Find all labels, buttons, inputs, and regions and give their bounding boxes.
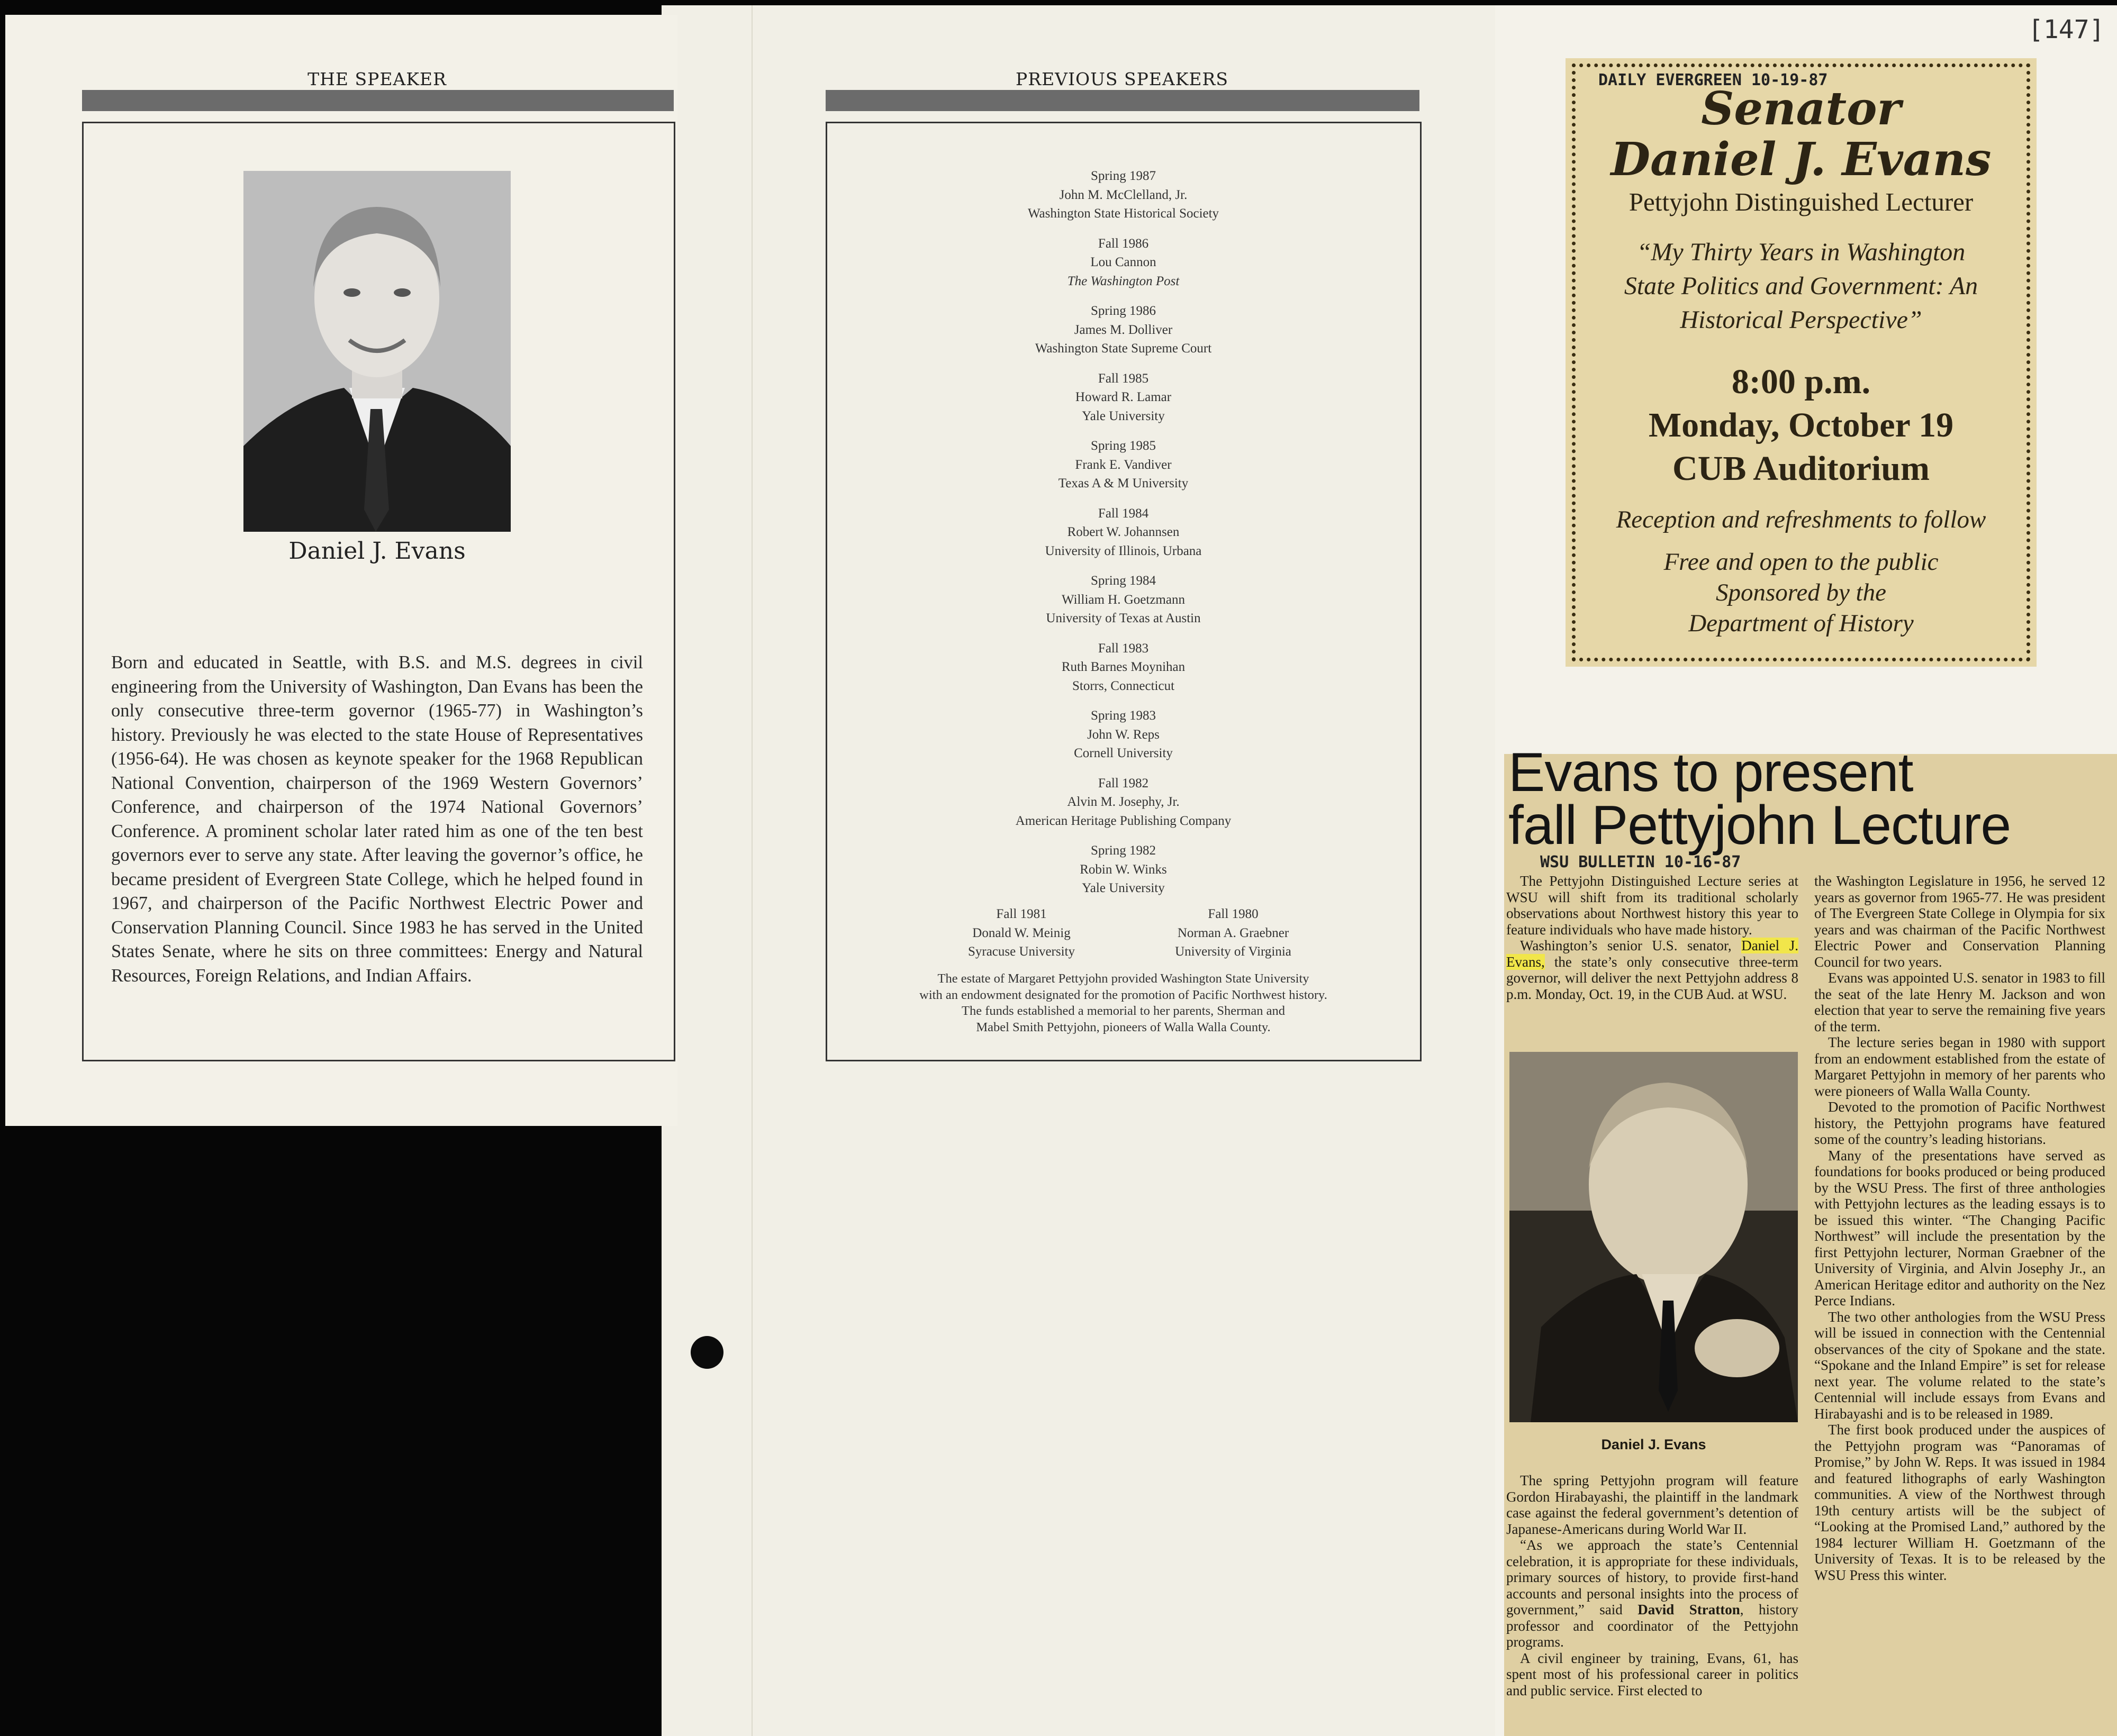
punch-hole	[691, 1336, 723, 1369]
ad-reception: Reception and refreshments to follow	[1616, 506, 1986, 533]
ad-subtitle: Pettyjohn Distinguished Lecturer	[1629, 187, 1974, 216]
news-paragraph: Many of the presentations have served as foundations for books produced or being produced by the WSU Press. The first of three anthologies with Pettyjohn lectures as the leading essays is to be issued this winter. “The Changing Pacific Northwest” will include the presentation by the first Pettyjohn lecturer, Norman Graebner of the University of Virginia, and Alvin Josephy Jr., an American Heritage editor and authority on the Nez Perce Indians.	[1814, 1147, 2105, 1308]
speaker-entry: Fall 1980 Norman A. Graebner University of Virginia	[1175, 907, 1291, 959]
ad-title-name: Daniel J. Evans	[1611, 133, 1992, 186]
ad-sponsor-1: Sponsored by the	[1716, 579, 1886, 606]
news-paragraph: the Washington Legislature in 1956, he served 12 years as governor from 1965-77. He was president of The Evergreen State College in Olympia for six years and was chairman of the Pacific Northwest Electric Power and Conservation Planning Council for two years.	[1814, 873, 2105, 970]
news-paragraph: The first book produced under the auspices of the Pettyjohn program was “Panoramas of Promise,” by John W. Reps. It was issued in 1984 and featured lithographs of early Washington communities. A view of the Northwest through 19th century artists will be the subject of “Looking at the Promised Land,” authored by the 1984 lecturer William H. Goetzmann of the University of Texas. It is to be released by the WSU Press this winter.	[1814, 1422, 2105, 1583]
news-photo	[1509, 1052, 1798, 1422]
ad-quote-line-3: Historical Perspective”	[1680, 306, 1922, 334]
news-headline-line-2: fall Pettyjohn Lecture	[1508, 795, 2011, 856]
news-paragraph: Devoted to the promotion of Pacific Northwest history, the Pettyjohn programs have featured some of the country’s leading historians.	[1814, 1099, 2105, 1147]
speaker-entry: Spring 1983 John W. Reps Cornell University	[1074, 708, 1173, 760]
news-handwritten-source: WSU BULLETIN 10-16-87	[1540, 853, 1741, 871]
news-paragraph: Washington’s senior U.S. senator, Daniel J. Evans, the state’s only consecutive three-term governor, will deliver the next Pettyjohn address 8 p.m. Monday, Oct. 19, in the CUB Aud. at WSU.	[1506, 938, 1798, 1002]
ad-handwritten-source: DAILY EVERGREEN 10-19-87	[1598, 71, 1828, 89]
news-column-right	[1814, 873, 2105, 1733]
speaker-name: Daniel J. Evans	[288, 538, 466, 565]
news-paragraph: The two other anthologies from the WSU Press will be issued in connection with the Centennial observances of the city of Spokane and the state. “Spokane and the Inland Empire” is set for release next year. The volume related to the state’s Centennial will include essays from Evans and Hirabayashi and is to be released in 1989.	[1814, 1308, 2105, 1422]
speaker-entry: Spring 1984 William H. Goetzmann University of Texas at Austin	[1046, 574, 1201, 625]
news-paragraph: The Pettyjohn Distinguished Lecture series at WSU will shift from its traditional scholarly observations about Northwest history this year to feature individuals who have made history.	[1506, 873, 1798, 938]
speaker-entry: Spring 1987 John M. McClelland, Jr. Washington State Historical Society	[1027, 169, 1219, 221]
previous-speakers-header-bar	[826, 90, 1419, 111]
news-paragraph: “As we approach the state’s Centennial celebration, it is appropriate for these individuals, primary sources of history, to provide first-hand accounts and personal insights into the process of government,” said David Stratton, history professor and coordinator of the Pettyjohn programs.	[1506, 1537, 1798, 1650]
news-photo-illustration	[1509, 1052, 1798, 1422]
speaker-section-title: THE SPEAKER	[307, 69, 447, 89]
previous-speakers-list	[828, 167, 1418, 909]
speaker-entry: Fall 1982 Alvin M. Josephy, Jr. American Heritage Publishing Company	[1015, 776, 1232, 828]
news-paragraph: The lecture series began in 1980 with support from an endowment established from the estate of Margaret Pettyjohn in memory of her parents who were pioneers of Walla Walla County.	[1814, 1034, 2105, 1099]
ad-quote-line-1: “My Thirty Years in Washington	[1636, 238, 1966, 266]
estate-note: The estate of Margaret Pettyjohn provided Washington State University with an endowment designated for the promotion of Pacific Northwest history. The funds established a memorial to her parents, Sherman and Mabel Smith Pettyjohn, pioneers of Walla Walla County.	[919, 971, 1327, 1034]
speaker-entry: Fall 1985 Howard R. Lamar Yale University	[1075, 371, 1172, 423]
news-column-left-top	[1506, 873, 1798, 1002]
speaker-entry: Fall 1983 Ruth Barnes Moynihan Storrs, Connecticut	[1061, 641, 1186, 693]
portrait-illustration	[243, 171, 511, 532]
speaker-header-bar	[82, 90, 674, 111]
speaker-entry: Spring 1985 Frank E. Vandiver Texas A & M University	[1058, 439, 1189, 490]
speaker-entry: Fall 1984 Robert W. Johannsen University of Illinois, Urbana	[1045, 506, 1202, 558]
ad-quote-line-2: State Politics and Government: An	[1624, 272, 1978, 300]
news-headline-line-1: Evans to present	[1508, 742, 1913, 803]
speaker-entry: Fall 1986 Lou Cannon The Washington Post	[1067, 236, 1180, 288]
speaker-entry: Spring 1982 Robin W. Winks Yale University	[1080, 843, 1167, 895]
speaker-entry: Spring 1986 James M. Dolliver Washington State Supreme Court	[1035, 304, 1212, 356]
page-number-mark: [147]	[2028, 15, 2105, 44]
news-column-left-bottom	[1506, 1473, 1798, 1698]
speaker-portrait	[243, 171, 511, 532]
news-paragraph: Evans was appointed U.S. senator in 1983 to fill the seat of the late Henry M. Jackson and won election that year to serve the remaining five years of the term.	[1814, 970, 2105, 1034]
ad-place: CUB Auditorium	[1672, 449, 1930, 488]
previous-speakers-pair	[918, 905, 1336, 961]
speaker-entry: Fall 1981 Donald W. Meinig Syracuse University	[967, 907, 1075, 959]
ad-time: 8:00 p.m.	[1731, 362, 1871, 401]
previous-speakers-title: PREVIOUS SPEAKERS	[1016, 69, 1228, 89]
news-paragraph: The spring Pettyjohn program will feature Gordon Hirabayashi, the plaintiff in the landmark case against the federal government’s detention of Japanese-Americans during World War II.	[1506, 1473, 1798, 1537]
ad-sponsor-2: Department of History	[1688, 610, 1914, 637]
news-photo-caption: Daniel J. Evans	[1601, 1437, 1706, 1452]
ad-title-senator: Senator	[1701, 82, 1901, 135]
ad-date: Monday, October 19	[1648, 406, 1954, 444]
ad-free: Free and open to the public	[1663, 548, 1939, 576]
speaker-bio: Born and educated in Seattle, with B.S. and M.S. degrees in civil engineering from the University of Washington, Dan Evans has been the only consecutive three-term governor (1965-77) in Washington’s history. Previously he was elected to the state House of Representatives (1956-64). He was chosen as keynote speaker for the 1968 Republican National Convention, chairperson of the 1969 Western Governors’ Conference, and chairperson of the 1974 National Governors’ Conference. A prominent scholar later rated him as one of the ten best governors ever to serve any state. After leaving the governor’s office, he became president of Evergreen State College, which he helped found in 1967, and chairperson of the Pacific Northwest Electric Power and Conservation Planning Council. Since 1983 he has served in the United States Senate, where he sits on three committees: Energy and Natural Resources, Foreign Relations, and Indian Affairs.	[111, 652, 643, 986]
news-paragraph: A civil engineer by training, Evans, 61, has spent most of his professional career in politics and public service. First elected to	[1506, 1650, 1798, 1698]
highlighted-name: Daniel J. Evans,	[1506, 938, 1798, 970]
